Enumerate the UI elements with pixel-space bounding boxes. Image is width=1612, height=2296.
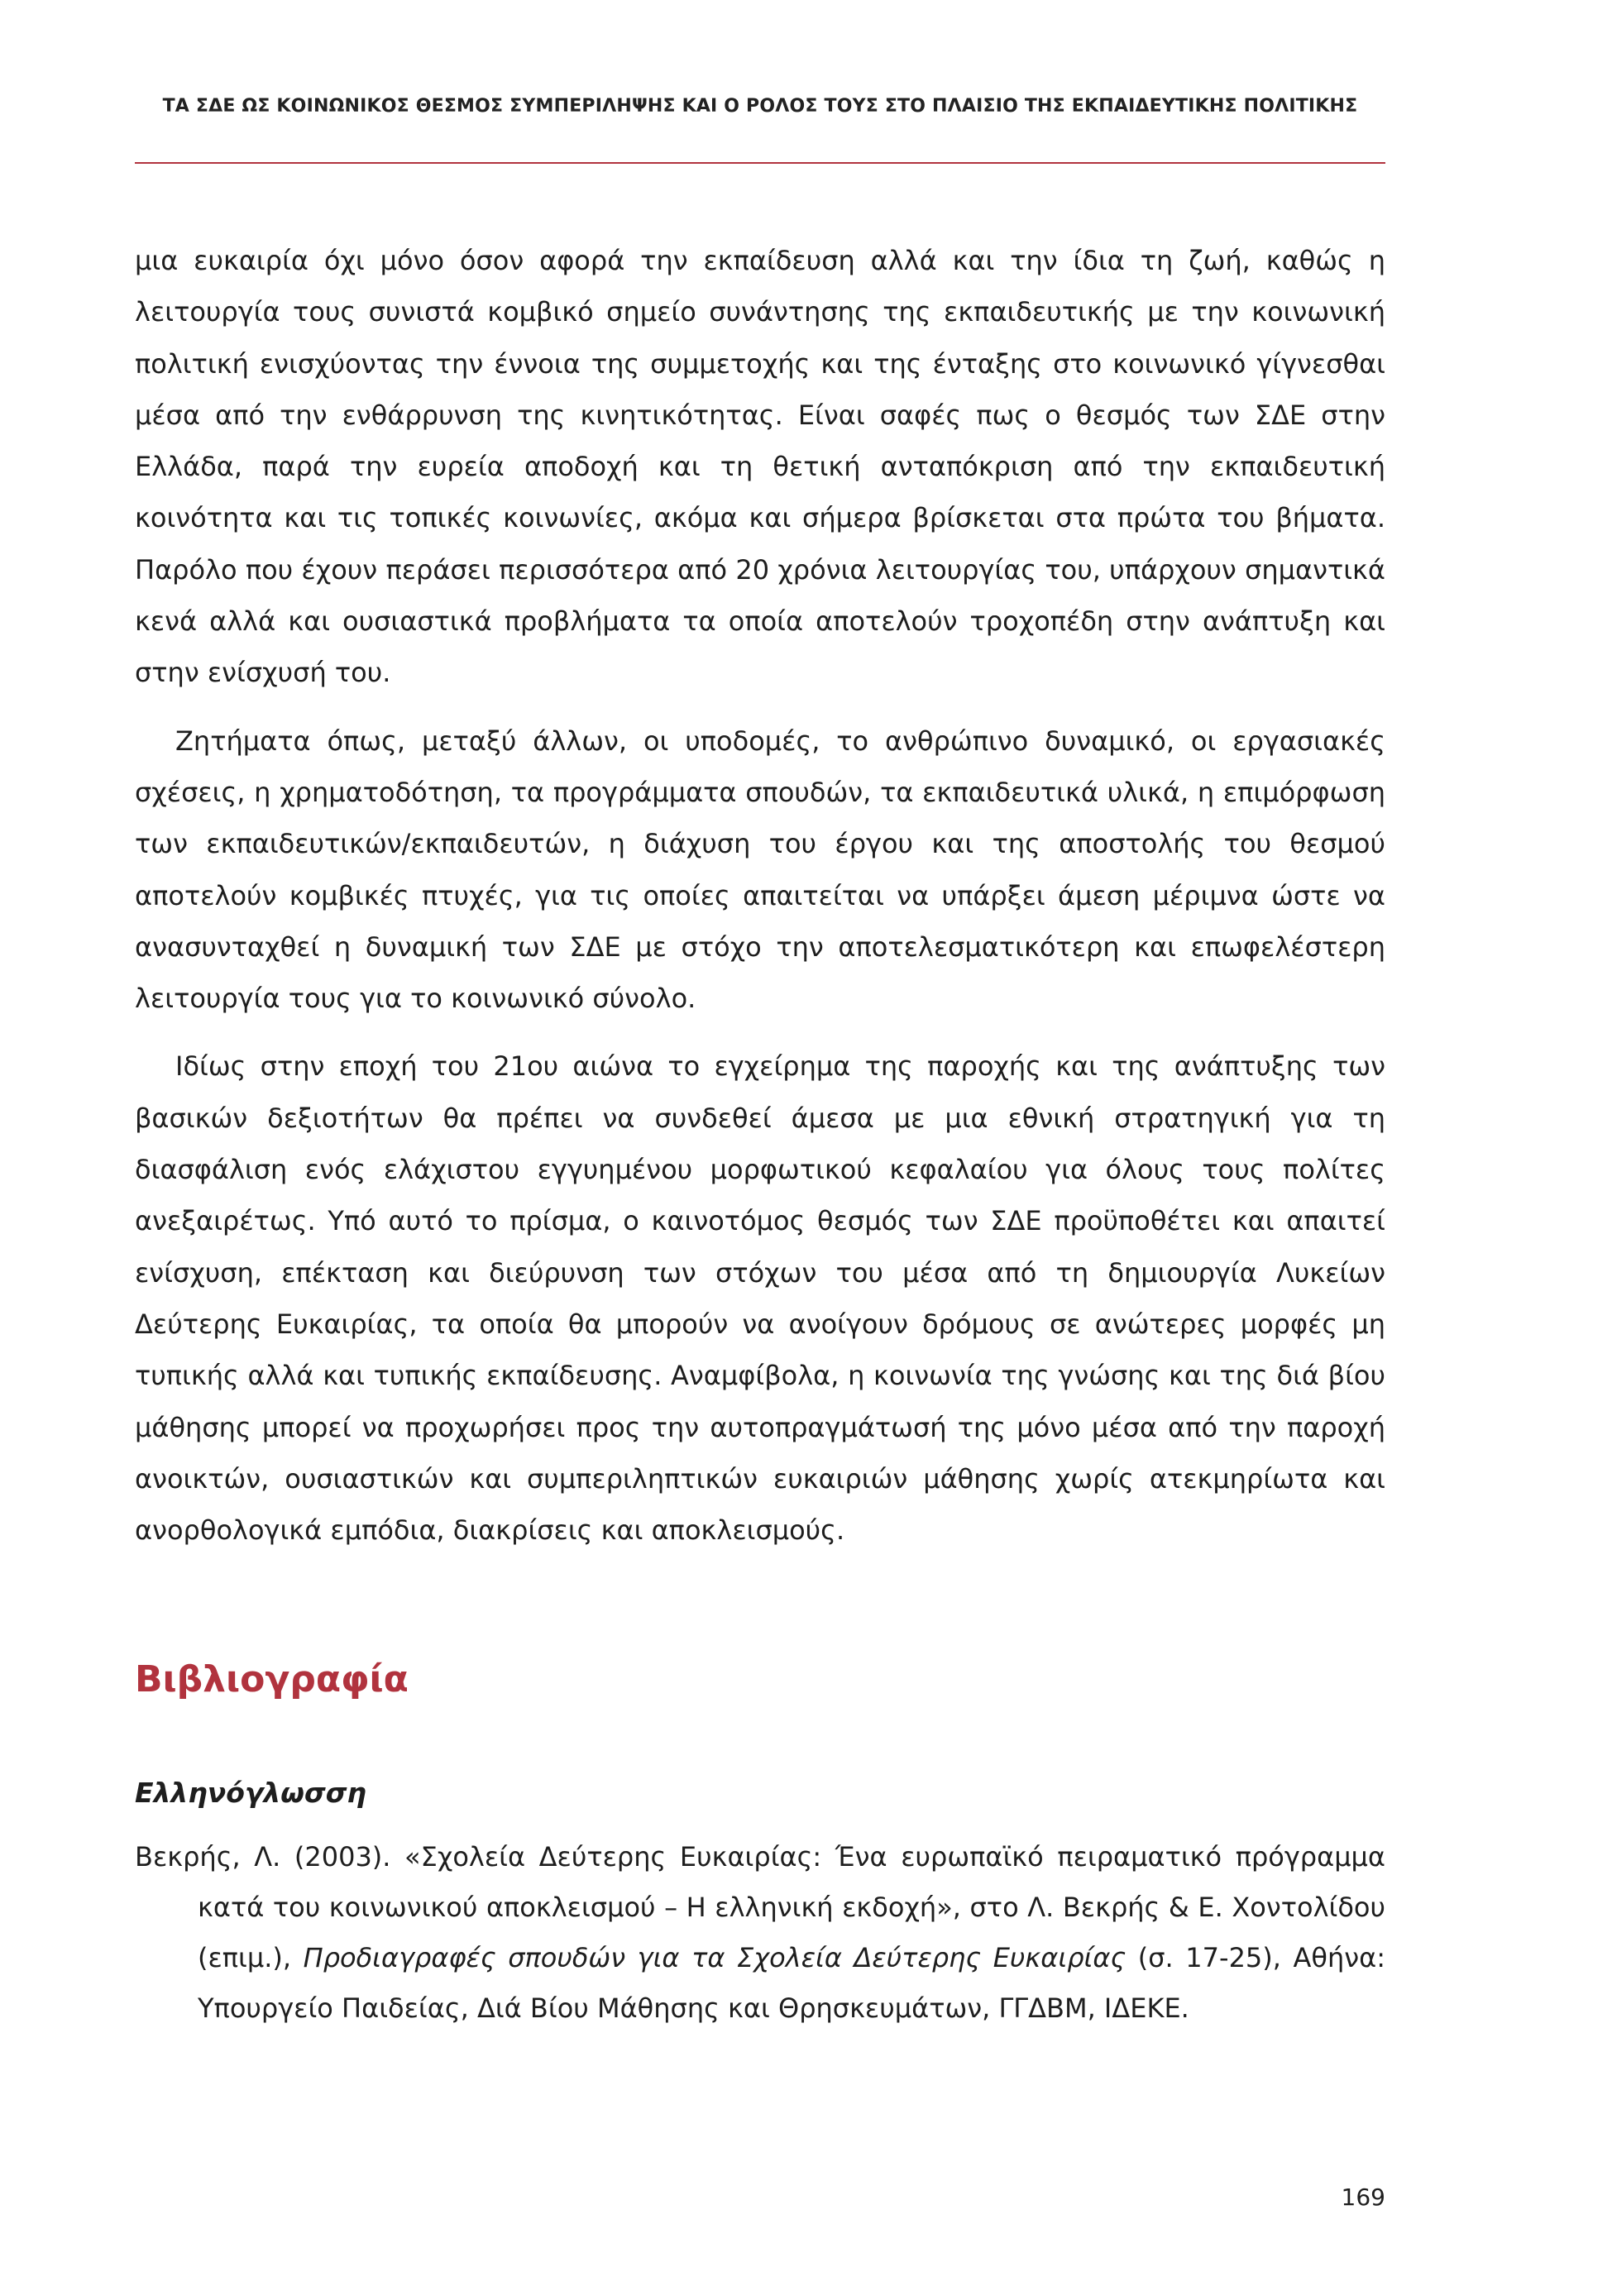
header-divider (135, 162, 1385, 164)
main-text (135, 235, 1385, 1556)
bibliography-entry-text: Βεκρής, Λ. (2003). «Σχολεία Δεύτερης Ευκαιρίας: Ένα ευρωπαϊκό πειραματικό πρόγραμμα κατά του κοινωνικού αποκλεισμού – Η ελληνική εκδοχή», στο Λ. Βεκρής & Ε. Χοντολίδου (επιμ.), (135, 1841, 1385, 1973)
bibliography-heading: Βιβλιογραφία (135, 1658, 409, 1700)
body-paragraph-2: Ζητήματα όπως, μεταξύ άλλων, οι υποδομές, το ανθρώπινο δυναμικό, οι εργασιακές σχέσεις, η χρηματοδότηση, τα προγράμματα σπουδών, τα εκπαιδευτικά υλικά, η επιμόρφωση των εκπαιδευτικών/εκπαιδευτών, η διάχυση του έργου και της αποστολής του θεσμού αποτελούν κομβικές πτυχές, για τις οποίες απαιτείται να υπάρξει άμεση μέριμνα ώστε να ανασυνταχθεί η δυναμική των ΣΔΕ με στόχο την αποτελεσματικότερη και επωφελέστερη λειτουργία τους για το κοινωνικό σύνολο. (135, 725, 1385, 1015)
body-paragraph-1: μια ευκαιρία όχι μόνο όσον αφορά την εκπαίδευση αλλά και την ίδια τη ζωή, καθώς η λειτουργία τους συνιστά κομβικό σημείο συνάντησης της εκπαιδευτικής με την κοινωνική πολιτική ενισχύοντας την έννοια της συμμετοχής και της ένταξης στο κοινωνικό γίγνεσθαι μέσα από την ενθάρρυνση της κινητικότητας. Είναι σαφές πως ο θεσμός των ΣΔΕ στην Ελλάδα, παρά την ευρεία αποδοχή και τη θετική ανταπόκριση από την εκπαιδευτική κοινότητα και τις τοπικές κοινωνίες, ακόμα και σήμερα βρίσκεται στα πρώτα του βήματα. Παρόλο που έχουν περάσει περισσότερα από 20 χρόνια λειτουργίας του, υπάρχουν σημαντικά κενά αλλά και ουσιαστικά προβλήματα τα οποία αποτελούν τροχοπέδη στην ανάπτυξη και στην ενίσχυσή του. (135, 245, 1385, 689)
body-paragraph-3: Ιδίως στην εποχή του 21ου αιώνα το εγχείρημα της παροχής και της ανάπτυξης των βασικών δεξιοτήτων θα πρέπει να συνδεθεί άμεσα με μια εθνική στρατηγική για τη διασφάλιση ενός ελάχιστου εγγυημένου μορφωτικού κεφαλαίου για όλους τους πολίτες ανεξαιρέτως. Υπό αυτό το πρίσμα, ο καινοτόμος θεσμός των ΣΔΕ προϋποθέτει και απαιτεί ενίσχυση, επέκταση και διεύρυνση των στόχων του μέσα από τη δημιουργία Λυκείων Δεύτερης Ευκαιρίας, τα οποία θα μπορούν να ανοίγουν δρόμους σε ανώτερες μορφές μη τυπικής αλλά και τυπικής εκπαίδευσης. Αναμφίβολα, η κοινωνία της γνώσης και της διά βίου μάθησης μπορεί να προχωρήσει προς την αυτοπραγμάτωσή της μόνο μέσα από την παροχή ανοικτών, ουσιαστικών και συμπεριληπτικών ευκαιριών μάθησης χωρίς ατεκμηρίωτα και ανορθολογικά εμπόδια, διακρίσεις και αποκλεισμούς. (135, 1050, 1385, 1547)
bibliography-entry-publisher: (σ. 17-25), Αθήνα: Υπουργείο Παιδείας, Διά Βίου Μάθησης και Θρησκευμάτων, ΓΓΔΒΜ, ΙΔΕΚΕ. (198, 1942, 1386, 2024)
running-header: ΤΑ ΣΔΕ ΩΣ ΚΟΙΝΩΝΙΚΟΣ ΘΕΣΜΟΣ ΣΥΜΠΕΡΙΛΗΨΗΣ ΚΑΙ Ο ΡΟΛΟΣ ΤΟΥΣ ΣΤΟ ΠΛΑΙΣΙΟ ΤΗΣ ΕΚΠΑΙΔΕΥΤΙΚΗΣ ΠΟΛΙΤΙΚΗΣ (162, 96, 1358, 117)
bibliography-subheading-greek: Ελληνόγλωσση (135, 1777, 366, 1809)
bibliography-entry-book-title: Προδιαγραφές σπουδών για τα Σχολεία Δεύτερης Ευκαιρίας (303, 1942, 1126, 1973)
page-number: 169 (1341, 2184, 1385, 2211)
bibliography-entry (135, 1832, 1385, 2034)
